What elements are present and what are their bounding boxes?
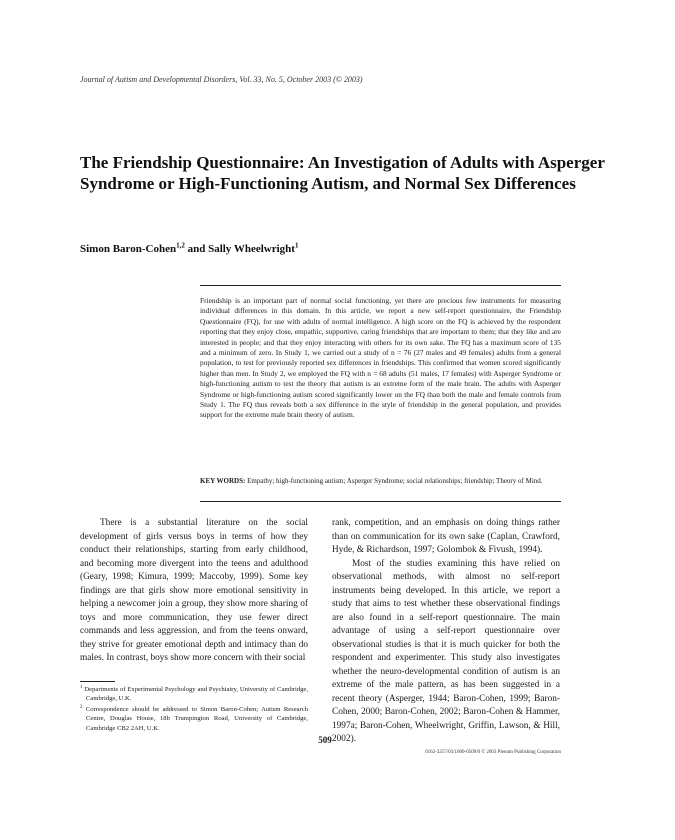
- author-affiliation-mark: 1,2: [176, 241, 185, 250]
- journal-citation: Journal of Autism and Developmental Disorders, Vol. 33, No. 5, October 2003 (© 2003): [80, 75, 363, 84]
- body-paragraph: rank, competition, and an emphasis on doing things rather than on communication for its own sake (Caplan, Crawford, Hyde, & Richardson, 1997; Golombok & Fivush, 1994).: [332, 518, 560, 555]
- footnote-mark: 2: [80, 704, 83, 710]
- author-name: Simon Baron-Cohen: [80, 243, 177, 255]
- body-column-right: [332, 517, 560, 747]
- footnote-1: [80, 685, 308, 704]
- footnote-text: Departments of Experimental Psychology and Psychiatry, University of Cambridge, Cambridge, U.K.: [82, 686, 308, 703]
- abstract-bottom-rule: [200, 501, 561, 502]
- keywords: [200, 476, 561, 486]
- body-column-left: [80, 517, 308, 666]
- copyright-line: 0162-3257/03/1000-0509/0 © 2003 Plenum Publishing Corporation: [425, 750, 561, 755]
- article-title: The Friendship Questionnaire: An Investigation of Adults with Asperger Syndrome or High-Functioning Autism, and Normal Sex Differences: [80, 153, 605, 193]
- footnote-2: [80, 705, 308, 733]
- body-paragraph: Most of the studies examining this have relied on observational methods, with almost no self-report instruments being developed. In this article, we report a study that aims to test whether these observational findings are also found in a self-report questionnaire. The main advantage of using a self-report questionnaire over observational studies is that it is much quicker for both the respondent and experimenter. This study also investigates whether the neuro-developmental condition of autism is an extreme of the male pattern, as has been suggested in a recent theory (Asperger, 1944; Baron-Cohen, 1999; Baron-Cohen, 2000; Baron-Cohen, 2002; Baron-Cohen & Hammer, 1997a; Baron-Cohen, Wheelwright, Griffin, Lawson, & Hill, 2002).: [332, 558, 560, 744]
- body-paragraph: There is a substantial literature on the social development of girls versus boys in terms of how they conduct their relationships, starting from early childhood, and becoming more divergent into the teens and adulthood (Geary, 1998; Kimura, 1999; Maccoby, 1999). Some key findings are that girls show more emotional sensitivity in helping a newcomer join a group, they show more sharing of toys and more communication, they use fewer direct commands and less aggression, and from the teens onward, they strive for greater emotional depth and intimacy than do males. In contrast, boys show more concern with their social: [80, 518, 308, 663]
- footnote-mark: 1: [80, 684, 83, 690]
- footnotes: [80, 685, 308, 734]
- keywords-label: KEY WORDS:: [200, 477, 246, 485]
- page-number: 509: [318, 735, 332, 745]
- author-separator: and: [184, 243, 209, 255]
- keywords-list: Empathy; high-functioning autism; Asperger Syndrome; social relationships; friendship; Theory of Mind.: [245, 477, 543, 485]
- abstract-top-rule: [200, 285, 561, 286]
- abstract: Friendship is an important part of normal social functioning, yet there are precious few instruments for measuring individual differences in this domain. In this article, we report a new self-report questionnaire, the Friendship Questionnaire (FQ), for use with adults of normal intelligence. A high score on the FQ is achieved by the respondent reporting that they enjoy close, empathic, supportive, caring friendships that are important to them; that they like and are interested in people; and that they enjoy interacting with others for its own sake. The FQ has a maximum score of 135 and a minimum of zero. In Study 1, we carried out a study of n = 76 (27 males and 49 females) adults from a general population, to test for previously reported sex differences in friendships. This confirmed that women scored significantly higher than men. In Study 2, we employed the FQ with n = 68 adults (51 males, 17 females) with Asperger Syndrome or high-functioning autism to test the theory that autism is an extreme form of the male brain. The adults with Asperger Syndrome or high-functioning autism scored significantly lower on the FQ than both the male and female controls from Study 1. The FQ thus reveals both a sex difference in the style of friendship in the general population, and provides support for the extreme male brain theory of autism.: [200, 296, 561, 420]
- footnote-text: Correspondence should be addressed to Simon Baron-Cohen; Autism Research Centre, Douglas House, 18b Trumpington Road, University of Cambridge, Cambridge CB2 2AH, U.K.: [82, 705, 308, 732]
- author-name: Sally Wheelwright: [208, 243, 295, 255]
- footnote-rule: [80, 681, 115, 682]
- author-affiliation-mark: 1: [294, 241, 299, 250]
- author-line: [80, 243, 600, 255]
